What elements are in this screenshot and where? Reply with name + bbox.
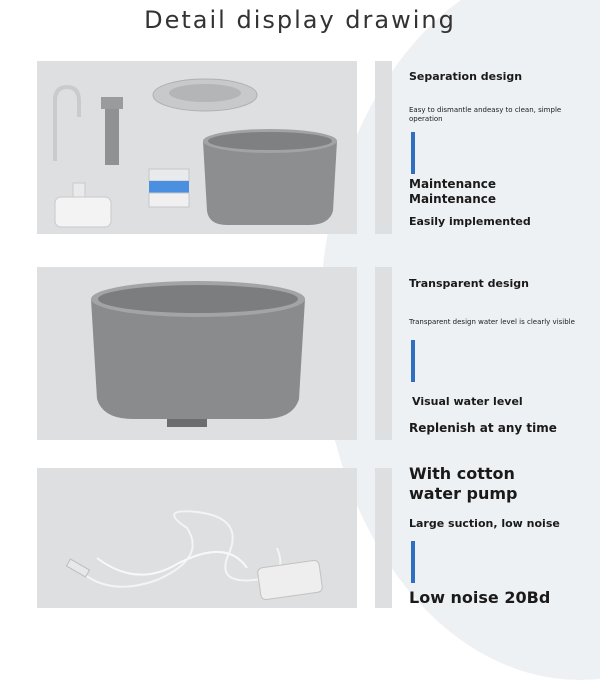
tube-cap (101, 97, 123, 109)
section-subtext: Easy to dismantle andeasy to clean, simple operation (409, 106, 562, 123)
section-heading: Transparent design (409, 277, 529, 290)
faucet-pipe (55, 87, 79, 161)
bowl-photo (37, 267, 357, 440)
usb-plug (66, 559, 89, 577)
background-arc (320, 0, 600, 680)
side-rail (375, 267, 392, 440)
section-line: Maintenance (409, 192, 497, 206)
section-line: Low noise 20Bd (409, 588, 551, 607)
accent-bar (411, 340, 415, 382)
filter-blue (149, 181, 189, 193)
controller-box (257, 560, 323, 600)
section-heading: Separation design (409, 70, 523, 83)
water-pump (55, 197, 111, 227)
section-line: Visual water level (412, 395, 523, 408)
section-line: Replenish at any time (409, 421, 557, 435)
filter-top (149, 169, 189, 181)
parts-illustration (37, 61, 357, 234)
section-heading: water pump (409, 484, 518, 503)
side-rail (375, 468, 392, 608)
pump-tube (105, 109, 119, 165)
parts-photo (37, 61, 357, 234)
page-title: Detail display drawing (144, 6, 456, 34)
section-line: Maintenance (409, 177, 497, 191)
bowl (203, 141, 337, 225)
accent-bar (411, 541, 415, 583)
accent-bar (411, 132, 415, 174)
cable-photo (37, 468, 357, 608)
section-heading: With cotton (409, 464, 515, 483)
section-subtext: Transparent design water level is clearly visible (409, 318, 575, 326)
usb-cable-illustration (37, 468, 357, 608)
section-subtext: Large suction, low noise (409, 517, 560, 530)
cable (77, 511, 280, 586)
side-rail (375, 61, 392, 234)
transparent-bowl-illustration (37, 267, 357, 440)
section-line: Easily implemented (409, 215, 531, 228)
